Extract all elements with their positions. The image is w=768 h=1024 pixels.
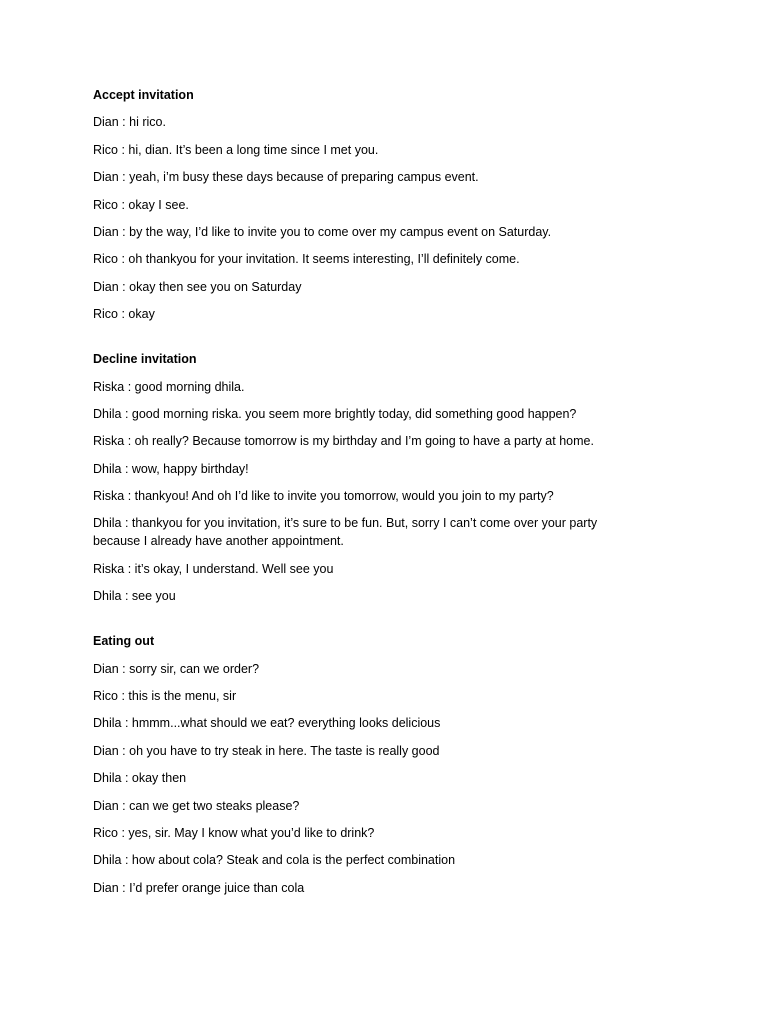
- dialogue-line: Dhila : how about cola? Steak and cola is the perfect combination: [93, 853, 456, 868]
- dialogue-line: Dhila : see you: [93, 589, 176, 604]
- section-accept-invitation: [93, 86, 733, 323]
- dialogue-line: Rico : okay: [93, 307, 155, 322]
- section-decline-invitation: [93, 350, 733, 605]
- dialogue-line: Riska : it’s okay, I understand. Well see you: [93, 561, 334, 576]
- dialogue-line: Dian : oh you have to try steak in here. The taste is really good: [93, 743, 440, 758]
- dialogue-line: Dian : by the way, I’d like to invite you to come over my campus event on Saturday.: [93, 224, 552, 239]
- dialogue-line: Dhila : thankyou for you invitation, it’s sure to be fun. But, sorry I can’t come over your party because I already have another appointment.: [93, 516, 598, 549]
- dialogue-line: Rico : oh thankyou for your invitation. It seems interesting, I’ll definitely come.: [93, 252, 520, 267]
- dialogue-line: Dhila : good morning riska. you seem more brightly today, did something good happen?: [93, 406, 577, 421]
- document-page: [93, 86, 733, 897]
- dialogue-line: Dian : okay then see you on Saturday: [93, 279, 302, 294]
- dialogue-line: Dhila : hmmm...what should we eat? everything looks delicious: [93, 716, 441, 731]
- dialogue-line: Riska : thankyou! And oh I’d like to invite you tomorrow, would you join to my party?: [93, 489, 554, 504]
- dialogue-line: Riska : good morning dhila.: [93, 379, 245, 394]
- dialogue-line: Dian : I’d prefer orange juice than cola: [93, 880, 305, 895]
- dialogue-line: Rico : hi, dian. It’s been a long time since I met you.: [93, 142, 379, 157]
- section-heading: Decline invitation: [93, 352, 197, 367]
- dialogue-line: Rico : this is the menu, sir: [93, 689, 237, 704]
- dialogue-line: Dhila : okay then: [93, 771, 187, 786]
- dialogue-line: Rico : yes, sir. May I know what you’d like to drink?: [93, 825, 375, 840]
- section-heading: Accept invitation: [93, 88, 194, 102]
- section-heading: Eating out: [93, 634, 155, 649]
- dialogue-line: Dian : can we get two steaks please?: [93, 798, 300, 813]
- dialogue-line: Riska : oh really? Because tomorrow is my birthday and I’m going to have a party at home.: [93, 434, 594, 449]
- section-eating-out: [93, 632, 733, 897]
- dialogue-line: Dhila : wow, happy birthday!: [93, 461, 249, 476]
- dialogue-line: Dian : hi rico.: [93, 115, 166, 130]
- dialogue-line: Dian : yeah, i’m busy these days because of preparing campus event.: [93, 170, 479, 185]
- dialogue-line: Dian : sorry sir, can we order?: [93, 661, 260, 676]
- dialogue-line: Rico : okay I see.: [93, 197, 189, 212]
